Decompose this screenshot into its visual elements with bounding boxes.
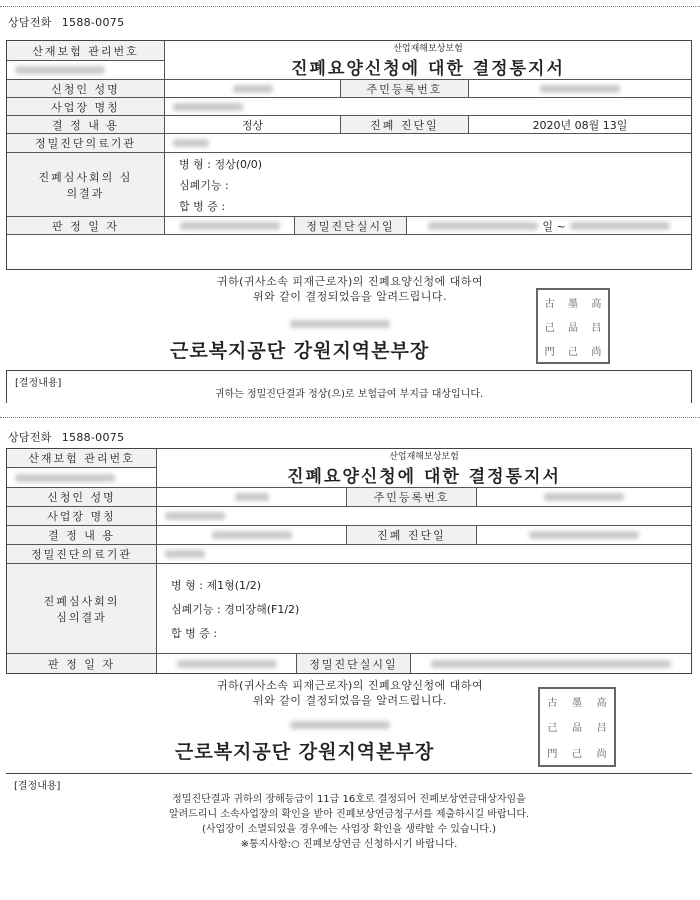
label-rrn: 주민등록번호 xyxy=(341,80,469,97)
counsel-phone-label: 상담전화 xyxy=(8,431,52,444)
value-rrn xyxy=(477,488,691,506)
label-diag-date: 진폐 진단일 xyxy=(341,116,469,133)
exam-lung-function: 심폐기능 : 경미장해(F1/2) xyxy=(171,602,300,616)
content-line-3: (사업장이 소멸되었을 경우에는 사업장 확인을 생략할 수 있습니다.) xyxy=(201,824,497,835)
counsel-phone xyxy=(8,429,124,445)
label-judgment-date: 판 정 일 자 xyxy=(7,654,157,673)
content-line-1: 정밀진단결과 귀하의 장해등급이 11급 16호로 결정되어 진폐보상연금대상자임을 xyxy=(172,794,526,805)
cut-line xyxy=(0,417,700,418)
info-table xyxy=(6,448,692,674)
content-text: 귀하는 정밀진단결과 정상(으)로 보험급여 부지급 대상입니다. xyxy=(214,389,484,400)
value-insurance-no xyxy=(7,468,157,487)
notice-message xyxy=(120,274,580,304)
label-diag-date: 진폐 진단일 xyxy=(347,526,477,544)
notice-line-2: 위와 같이 결정되었음을 알려드립니다. xyxy=(252,694,447,707)
value-rrn xyxy=(469,80,691,97)
content-label: [결정내용] xyxy=(14,781,61,792)
value-insurance-no xyxy=(7,61,165,79)
label-applicant: 신청인 성명 xyxy=(7,80,165,97)
label-exam-date: 정밀진단실시일 xyxy=(297,654,411,673)
value-institution xyxy=(157,545,691,563)
counsel-phone-label: 상담전화 xyxy=(8,16,52,29)
document-title xyxy=(157,449,691,488)
notice-line-2: 위와 같이 결정되었음을 알려드립니다. xyxy=(252,290,447,303)
label-rrn: 주민등록번호 xyxy=(347,488,477,506)
value-workplace xyxy=(157,507,691,525)
value-review-result xyxy=(165,153,691,216)
label-insurance-no: 산재보험 관리번호 xyxy=(7,41,165,61)
notice-line-1: 귀하(귀사소속 피재근로자)의 진폐요양신청에 대하여 xyxy=(216,679,484,692)
value-judgment-date xyxy=(157,654,297,673)
value-exam-date xyxy=(407,217,691,234)
label-review-result: 진폐심사회의 심의결과 xyxy=(7,153,165,216)
label-institution: 정밀진단의료기관 xyxy=(7,134,165,152)
value-diag-date xyxy=(477,526,691,544)
content-box xyxy=(6,370,692,403)
value-decision xyxy=(157,526,347,544)
label-review-result: 진폐심사회의 심의결과 xyxy=(7,564,157,653)
exam-type: 병 형 : 제1형(1/2) xyxy=(171,578,261,592)
exam-complication: 합 병 증 : xyxy=(171,626,218,640)
value-applicant xyxy=(165,80,341,97)
exam-type: 병 형 : 정상(0/0) xyxy=(179,157,262,171)
official-seal-stamp: 古 墨 高 己 品 吕 門 己 尚 xyxy=(536,288,610,364)
label-decision: 결 정 내 용 xyxy=(7,116,165,133)
label-workplace: 사업장 명칭 xyxy=(7,507,157,525)
agency-name: 근로복지공단 강원지역본부장 xyxy=(170,340,430,362)
value-applicant xyxy=(157,488,347,506)
notice-document-2 xyxy=(0,403,700,900)
counsel-phone-number: 1588-0075 xyxy=(61,16,125,29)
value-institution xyxy=(165,134,691,152)
title-small: 산업재해보상보험 xyxy=(389,452,459,462)
value-judgment-date xyxy=(165,217,295,234)
content-label: [결정내용] xyxy=(15,378,62,389)
value-exam-date xyxy=(411,654,691,673)
exam-date-tail: 일 ~ xyxy=(542,219,566,233)
info-table xyxy=(6,40,692,270)
label-exam-date: 정밀진단실시일 xyxy=(295,217,407,234)
cut-line xyxy=(0,6,700,7)
notice-date xyxy=(290,719,390,732)
label-judgment-date: 판 정 일 자 xyxy=(7,217,165,234)
title-small: 산업재해보상보험 xyxy=(393,44,463,54)
value-decision: 정상 xyxy=(165,116,341,133)
official-seal-stamp: 古 墨 高 己 品 吕 門 己 尚 xyxy=(538,687,616,767)
label-insurance-no: 산재보험 관리번호 xyxy=(7,449,157,468)
counsel-phone xyxy=(8,14,124,30)
notice-date xyxy=(290,318,390,331)
notice-document-1 xyxy=(0,0,700,403)
exam-lung-function: 심폐기능 : xyxy=(179,178,229,192)
exam-complication: 합 병 증 : xyxy=(179,199,226,213)
content-line-4: ※통지사항:○ 진폐보상연금 신청하시기 바랍니다. xyxy=(240,839,458,850)
label-applicant: 신청인 성명 xyxy=(7,488,157,506)
label-institution: 정밀진단의료기관 xyxy=(7,545,157,563)
label-workplace: 사업장 명칭 xyxy=(7,98,165,115)
counsel-phone-number: 1588-0075 xyxy=(61,431,125,444)
title-big: 진폐요양신청에 대한 결정통지서 xyxy=(287,467,561,487)
notice-message xyxy=(120,678,580,708)
value-workplace xyxy=(165,98,691,115)
value-diag-date: 2020년 08월 13일 xyxy=(532,118,628,132)
title-big: 진폐요양신청에 대한 결정통지서 xyxy=(291,59,565,79)
content-box xyxy=(6,773,692,893)
label-decision: 결 정 내 용 xyxy=(7,526,157,544)
document-title xyxy=(165,41,691,80)
agency-name: 근로복지공단 강원지역본부장 xyxy=(175,741,435,763)
value-review-result xyxy=(157,564,691,653)
content-text xyxy=(6,792,692,852)
notice-line-1: 귀하(귀사소속 피재근로자)의 진폐요양신청에 대하여 xyxy=(216,275,484,288)
content-line-2: 알려드리니 소속사업장의 확인을 받아 진폐보상연금청구서를 제출하시길 바랍니다. xyxy=(168,809,530,820)
